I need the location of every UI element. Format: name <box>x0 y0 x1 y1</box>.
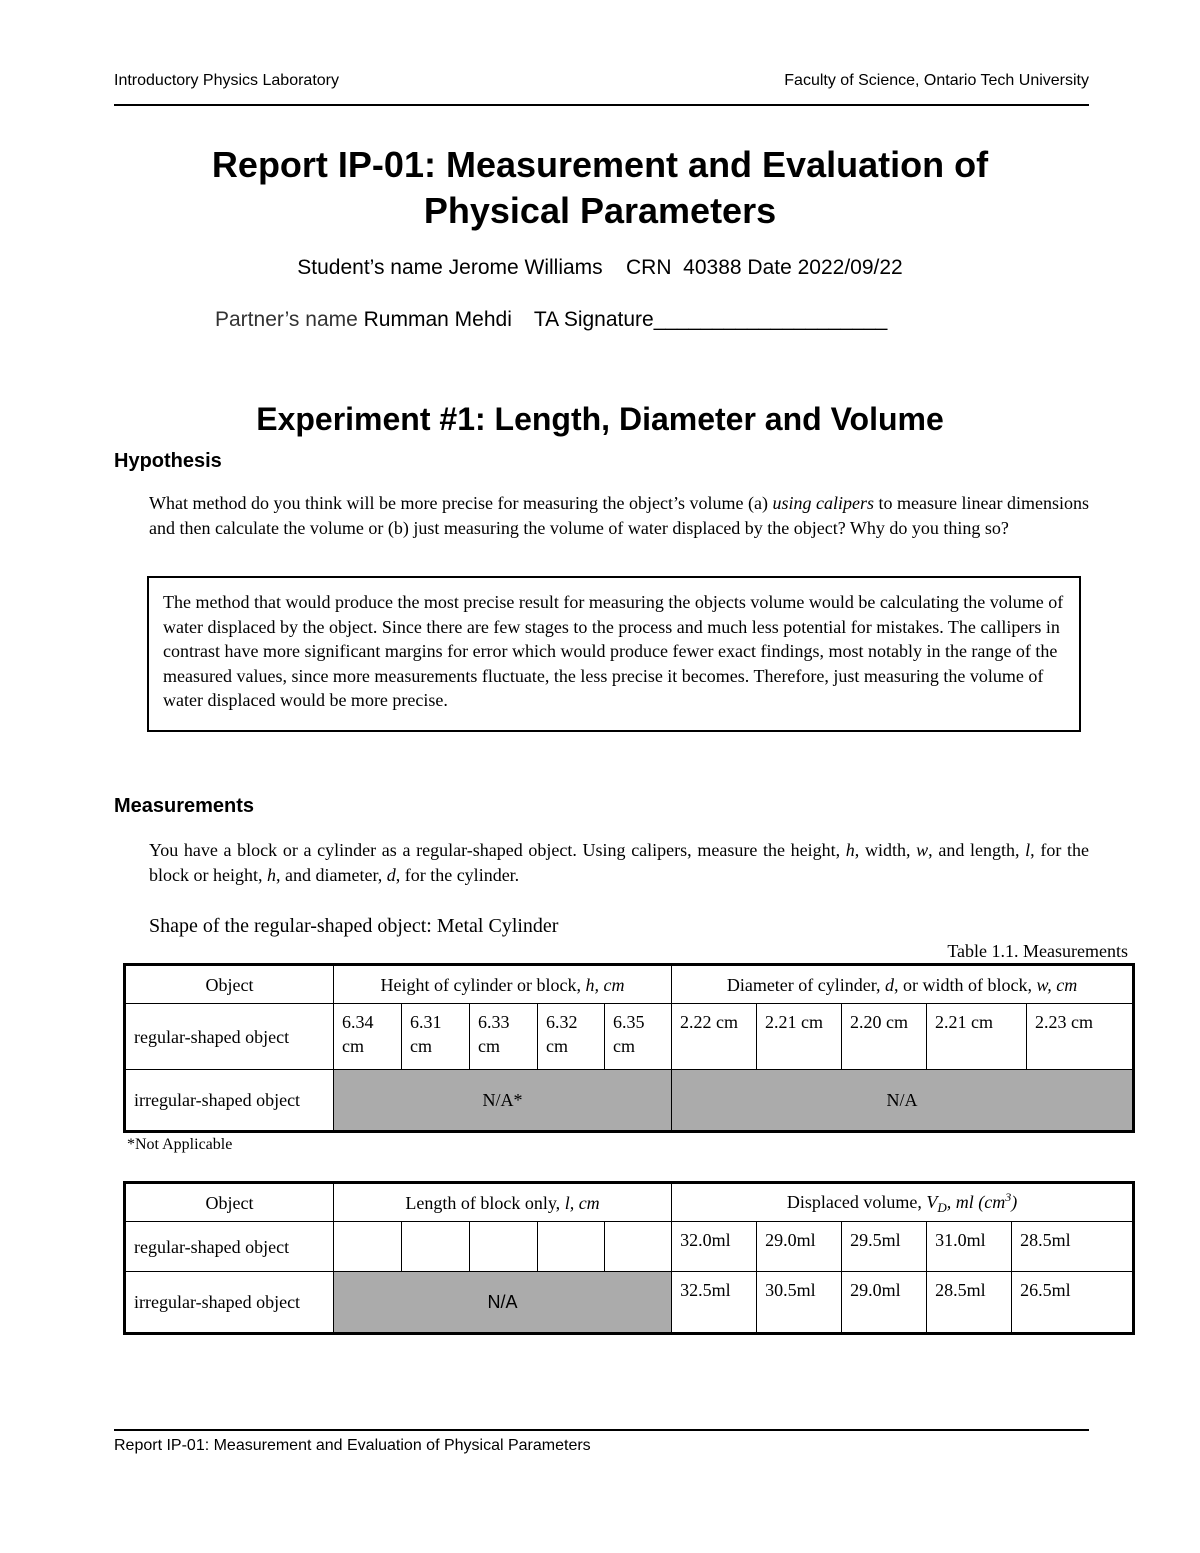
height-na-cell: N/A* <box>334 1070 672 1132</box>
footer-text: Report IP-01: Measurement and Evaluation of Physical Parameters <box>114 1437 591 1454</box>
table1-col-diameter <box>672 965 1134 1004</box>
measure-p3: , and length, <box>928 840 1026 860</box>
diameter-na-cell: N/A <box>672 1070 1134 1132</box>
row-label: regular-shaped object <box>125 1004 334 1070</box>
col-vol-text-c: ) <box>1011 1191 1018 1212</box>
height-cell: 6.34 cm <box>334 1004 402 1070</box>
header-rule <box>114 104 1089 106</box>
volume-cell: 29.5ml <box>842 1222 927 1272</box>
header-right: Faculty of Science, Ontario Tech University <box>784 72 1089 89</box>
volume-cell: 26.5ml <box>1012 1272 1134 1334</box>
volume-cell: 32.5ml <box>672 1272 757 1334</box>
hypothesis-question <box>149 491 1089 540</box>
col-length-unit: l, cm <box>564 1192 600 1213</box>
diameter-cell: 2.21 cm <box>927 1004 1027 1070</box>
hypothesis-q-part2: to measure linear dimensions and then calculate the volume or (b) just measuring the volume of water displaced by the object? Why do you thing so? <box>149 493 1089 538</box>
ta-signature-label: TA Signature <box>533 308 654 331</box>
diameter-cell: 2.22 cm <box>672 1004 757 1070</box>
length-cell <box>605 1222 672 1272</box>
volume-cell: 28.5ml <box>1012 1222 1134 1272</box>
measure-p2: , width, <box>854 840 917 860</box>
measurements-instructions <box>149 838 1089 887</box>
table-row <box>125 1070 1134 1132</box>
table1-col-object: Object <box>125 965 334 1004</box>
volume-cell: 32.0ml <box>672 1222 757 1272</box>
table1-footnote: *Not Applicable <box>127 1136 233 1153</box>
col-vol-sub: D <box>937 1200 947 1216</box>
col-diam-unit: w, cm <box>1036 974 1078 995</box>
col-vol-v: V <box>926 1191 938 1212</box>
table2-header-row <box>125 1183 1134 1222</box>
row-label: regular-shaped object <box>125 1222 334 1272</box>
table1-col-height <box>334 965 672 1004</box>
col-vol-text-a: Displaced volume, <box>786 1191 927 1212</box>
measure-h2: h <box>266 864 276 885</box>
measurements-heading: Measurements <box>114 795 255 817</box>
row-label: irregular-shaped object <box>125 1272 334 1334</box>
measure-d: d <box>386 864 396 885</box>
volume-cell: 29.0ml <box>842 1272 927 1334</box>
col-vol-text-b: , ml (cm <box>946 1191 1006 1212</box>
col-diam-text-a: Diameter of cylinder, <box>726 974 886 995</box>
table-row <box>125 1004 1134 1070</box>
length-cell <box>334 1222 402 1272</box>
student-line: Student’s name Jerome Williams CRN 40388 Date 2022/09/22 <box>297 256 903 279</box>
length-na-cell: N/A <box>334 1272 672 1334</box>
partner-line <box>215 308 887 332</box>
footer-rule <box>114 1429 1089 1431</box>
experiment-title: Experiment #1: Length, Diameter and Volume <box>256 401 944 437</box>
hypothesis-q-italic: using calipers <box>772 493 874 513</box>
col-diam-d: d <box>885 974 895 995</box>
partner-name: Rumman Mehdi <box>363 308 512 331</box>
length-cell <box>538 1222 605 1272</box>
ta-signature-line: ____________________ <box>653 308 888 331</box>
measure-h: h <box>845 840 855 860</box>
height-cell: 6.33 cm <box>470 1004 538 1070</box>
height-cell: 6.32 cm <box>538 1004 605 1070</box>
hypothesis-answer-box <box>147 576 1081 732</box>
diameter-cell: 2.20 cm <box>842 1004 927 1070</box>
col-height-unit: h, cm <box>585 974 625 995</box>
shape-line: Shape of the regular-shaped object: Metal Cylinder <box>149 915 559 937</box>
height-cell: 6.31 cm <box>402 1004 470 1070</box>
hypothesis-answer: The method that would produce the most precise result for measuring the objects volume would be calculating the volume of water displaced by the object. Since there are few stages to the process and much less potential for mistakes. The callipers in contrast have more significant margins for error which would produce fewer exact findings, most notably in the range of the measured values, since more measurements fluctuate, the less precise it becomes. Therefore, just measuring the volume of water displaced would be more precise. <box>163 592 1064 710</box>
table2-col-length <box>334 1183 672 1222</box>
measure-p1: You have a block or a cylinder as a regular-shaped object. Using calipers, measure the height, <box>149 840 846 860</box>
col-diam-text-b: , or width of block, <box>894 974 1037 995</box>
length-cell <box>470 1222 538 1272</box>
length-cell <box>402 1222 470 1272</box>
measure-p5: , and diameter, <box>275 864 387 885</box>
partner-label: Partner’s name <box>215 308 364 331</box>
volume-cell: 31.0ml <box>927 1222 1012 1272</box>
measurements-table-2 <box>123 1181 1135 1335</box>
volume-cell: 29.0ml <box>757 1222 842 1272</box>
report-title-line2: Physical Parameters <box>423 190 777 231</box>
diameter-cell: 2.21 cm <box>757 1004 842 1070</box>
table-row <box>125 1222 1134 1272</box>
table1-header-row <box>125 965 1134 1004</box>
header-left: Introductory Physics Laboratory <box>114 72 339 89</box>
table2-col-object: Object <box>125 1183 334 1222</box>
table-caption: Table 1.1. Measurements <box>947 941 1128 961</box>
measure-l: l <box>1025 840 1031 860</box>
height-cell: 6.35 cm <box>605 1004 672 1070</box>
table-row <box>125 1272 1134 1334</box>
volume-cell: 30.5ml <box>757 1272 842 1334</box>
col-length-text: Length of block only, <box>405 1192 565 1213</box>
col-vol-sup: 3 <box>1005 1189 1012 1204</box>
hypothesis-q-part1: What method do you think will be more precise for measuring the object’s volume (a) <box>149 493 773 513</box>
measure-p4: , for the block or height, <box>149 840 1089 885</box>
report-title-line1: Report IP-01: Measurement and Evaluation of <box>211 144 989 185</box>
measure-w: w <box>916 840 929 860</box>
diameter-cell: 2.23 cm <box>1027 1004 1134 1070</box>
hypothesis-heading: Hypothesis <box>114 450 222 472</box>
measure-p6: , for the cylinder. <box>395 864 520 885</box>
row-label: irregular-shaped object <box>125 1070 334 1132</box>
measurements-table-1 <box>123 963 1135 1133</box>
volume-cell: 28.5ml <box>927 1272 1012 1334</box>
col-height-text: Height of cylinder or block, <box>380 974 586 995</box>
table2-col-volume <box>672 1183 1134 1222</box>
